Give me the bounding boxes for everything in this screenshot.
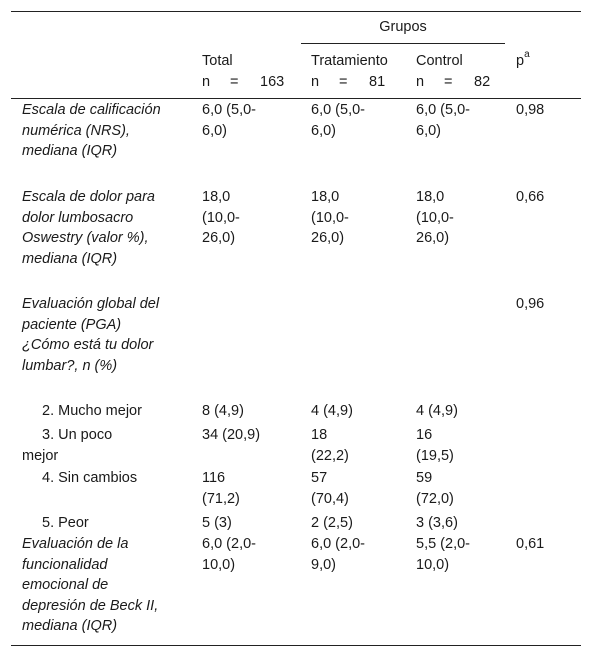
cell-control: 18,0 (10,0-26,0) xyxy=(416,189,454,246)
total-n-value: 163 xyxy=(260,73,285,90)
row-label: Evaluación global del paciente (PGA) ¿Cómo está tu dolor lumbar?, n (%) xyxy=(22,296,160,374)
cell-control: 6,0 (5,0-6,0) xyxy=(416,102,470,139)
table-top-rule xyxy=(11,11,581,12)
cell-total: 8 (4,9) xyxy=(202,403,244,419)
total-label: Total xyxy=(202,53,233,69)
cell-p: 0,61 xyxy=(516,536,545,552)
groups-header: Grupos xyxy=(379,19,427,35)
treatment-label: Tratamiento xyxy=(311,53,388,69)
treatment-n xyxy=(311,72,411,93)
cell-control: 5,5 (2,0-10,0) xyxy=(416,536,470,573)
n-symbol: n xyxy=(311,73,320,90)
treatment-header xyxy=(311,51,411,92)
cell-control: 16 (19,5) xyxy=(416,427,454,464)
cell-total: 34 (20,9) xyxy=(202,427,261,443)
n-symbol: n xyxy=(416,73,425,90)
row-label: 5. Peor xyxy=(42,515,89,531)
cell-treatment: 6,0 (2,0-9,0) xyxy=(311,536,365,573)
row-label: Escala de dolor para dolor lumbosacro Oswestry (valor %), mediana (IQR) xyxy=(22,189,155,267)
cell-total: 18,0 (10,0-26,0) xyxy=(202,189,240,246)
cell-treatment: 18,0 (10,0-26,0) xyxy=(311,189,349,246)
cell-treatment: 2 (2,5) xyxy=(311,515,353,531)
n-symbol: n xyxy=(202,73,211,90)
p-label: p xyxy=(516,53,525,69)
cell-control: 59 (72,0) xyxy=(416,470,454,507)
cell-treatment: 57 (70,4) xyxy=(311,470,349,507)
treatment-n-value: 81 xyxy=(369,73,386,90)
row-label: 2. Mucho mejor xyxy=(42,403,142,419)
control-n xyxy=(416,72,506,93)
cell-p: 0,98 xyxy=(516,102,545,118)
cell-p: 0,66 xyxy=(516,189,545,205)
p-superscript: a xyxy=(524,49,530,61)
groups-underline xyxy=(301,43,505,44)
row-label: Escala de calificación numérica (NRS), mediana (IQR) xyxy=(22,102,161,159)
control-n-value: 82 xyxy=(474,73,491,90)
cell-control: 3 (3,6) xyxy=(416,515,458,531)
row-label: 4. Sin cambios xyxy=(42,470,138,486)
cell-total: 5 (3) xyxy=(202,515,232,531)
eq-symbol: = xyxy=(444,73,453,90)
table-bottom-rule xyxy=(11,645,581,646)
cell-total: 6,0 (2,0-10,0) xyxy=(202,536,256,573)
cell-p: 0,96 xyxy=(516,296,545,312)
cell-control: 4 (4,9) xyxy=(416,403,458,419)
cell-treatment: 18 (22,2) xyxy=(311,427,349,464)
eq-symbol: = xyxy=(230,73,239,90)
control-label: Control xyxy=(416,53,463,69)
p-header xyxy=(516,51,530,72)
control-header xyxy=(416,51,506,92)
total-n xyxy=(202,72,297,93)
cell-treatment: 4 (4,9) xyxy=(311,403,353,419)
cell-total: 116 (71,2) xyxy=(202,470,240,507)
cell-total: 6,0 (5,0-6,0) xyxy=(202,102,256,139)
row-label: 3. Un poco mejor xyxy=(22,427,113,464)
total-header xyxy=(202,51,297,92)
header-bottom-rule xyxy=(11,98,581,99)
cell-treatment: 6,0 (5,0-6,0) xyxy=(311,102,365,139)
row-label: Evaluación de la funcionalidad emocional de depresión de Beck II, mediana (IQR) xyxy=(22,536,159,634)
eq-symbol: = xyxy=(339,73,348,90)
